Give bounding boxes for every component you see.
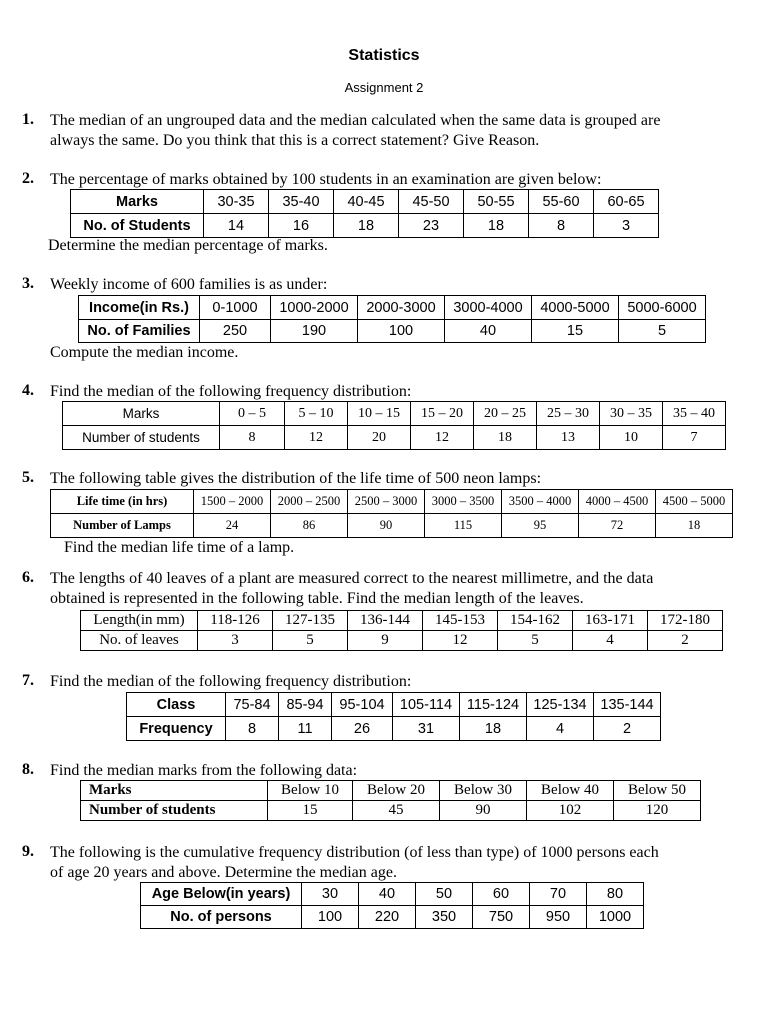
question-text: The median of an ungrouped data and the median calculated when the same data is grouped are [50, 112, 661, 129]
table-cell: 31 [393, 717, 460, 741]
table-cell: 3 [198, 631, 273, 651]
table-header: Frequency [127, 717, 226, 741]
table-cell: 8 [226, 717, 279, 741]
question-followup: Determine the median percentage of marks. [48, 237, 328, 254]
table-cell: 12 [411, 426, 474, 450]
table-cell: 1500 – 2000 [194, 490, 271, 514]
table-cell: Below 50 [614, 781, 701, 801]
question-number: 2. [22, 170, 34, 187]
table-cell: Below 10 [268, 781, 353, 801]
table-cell: 18 [334, 214, 399, 238]
table-cell: 72 [579, 514, 656, 538]
question-number: 5. [22, 469, 34, 486]
table-cell: 2000 – 2500 [271, 490, 348, 514]
table-cell: 11 [279, 717, 332, 741]
table-cell: 250 [200, 320, 271, 343]
table-cell: 86 [271, 514, 348, 538]
table-cell: 25 – 30 [537, 402, 600, 426]
table-header: Income(in Rs.) [79, 296, 200, 320]
table-cell: 115 [425, 514, 502, 538]
table-header: No. of Families [79, 320, 200, 343]
table-cell: 15 [532, 320, 619, 343]
table-cell: 4500 – 5000 [656, 490, 733, 514]
marks-table [70, 189, 659, 238]
table-cell: 7 [663, 426, 726, 450]
class-frequency-table [126, 692, 661, 741]
table-cell: 20 – 25 [474, 402, 537, 426]
table-cell: 127-135 [273, 611, 348, 631]
table-cell: 80 [587, 883, 644, 906]
table-cell: 350 [416, 906, 473, 929]
lamp-table [50, 489, 733, 538]
table-cell: Below 20 [353, 781, 440, 801]
table-cell: 4000-5000 [532, 296, 619, 320]
table-cell: 30 – 35 [600, 402, 663, 426]
table-header: Number of students [81, 801, 268, 821]
question-number: 7. [22, 672, 34, 689]
table-cell: 135-144 [594, 693, 661, 717]
table-cell: 18 [464, 214, 529, 238]
table-cell: 4 [527, 717, 594, 741]
table-cell: 35-40 [269, 190, 334, 214]
table-cell: 35 – 40 [663, 402, 726, 426]
table-cell: 12 [423, 631, 498, 651]
table-cell: 30 [302, 883, 359, 906]
table-cell: 1000-2000 [271, 296, 358, 320]
table-cell: 750 [473, 906, 530, 929]
table-cell: 18 [460, 717, 527, 741]
question-text: The lengths of 40 leaves of a plant are measured correct to the nearest millimetre, and the data [50, 570, 654, 587]
table-cell: 70 [530, 883, 587, 906]
income-table [78, 295, 706, 343]
table-cell: 60-65 [594, 190, 659, 214]
table-cell: 45 [353, 801, 440, 821]
table-cell: 90 [348, 514, 425, 538]
question-number: 9. [22, 843, 34, 860]
table-cell: 95-104 [332, 693, 393, 717]
table-cell: 3000-4000 [445, 296, 532, 320]
table-cell: 15 – 20 [411, 402, 474, 426]
table-cell: 115-124 [460, 693, 527, 717]
table-cell: 0-1000 [200, 296, 271, 320]
table-cell: 5 [498, 631, 573, 651]
table-cell: 100 [302, 906, 359, 929]
table-cell: 45-50 [399, 190, 464, 214]
table-header: No. of persons [141, 906, 302, 929]
table-cell: 4000 – 4500 [579, 490, 656, 514]
table-cell: 40-45 [334, 190, 399, 214]
table-cell: 120 [614, 801, 701, 821]
table-cell: 5 [273, 631, 348, 651]
leaves-table [80, 610, 723, 651]
table-cell: 9 [348, 631, 423, 651]
table-header: Age Below(in years) [141, 883, 302, 906]
table-cell: 40 [359, 883, 416, 906]
table-cell: 4 [573, 631, 648, 651]
table-cell: 10 [600, 426, 663, 450]
table-cell: 2000-3000 [358, 296, 445, 320]
question-number: 8. [22, 761, 34, 778]
table-cell: 18 [656, 514, 733, 538]
table-cell: 50 [416, 883, 473, 906]
question-followup: Find the median life time of a lamp. [64, 539, 295, 556]
table-cell: 125-134 [527, 693, 594, 717]
table-header: Marks [71, 190, 204, 214]
table-cell: 154-162 [498, 611, 573, 631]
age-table [140, 882, 644, 929]
table-cell: 30-35 [204, 190, 269, 214]
table-cell: 60 [473, 883, 530, 906]
cumulative-marks-table [80, 780, 701, 821]
question-text: Find the median of the following frequency distribution: [50, 383, 412, 400]
table-cell: 163-171 [573, 611, 648, 631]
table-cell: 145-153 [423, 611, 498, 631]
table-cell: 13 [537, 426, 600, 450]
frequency-table [62, 401, 726, 450]
table-cell: 100 [358, 320, 445, 343]
table-cell: 950 [530, 906, 587, 929]
table-cell: 5000-6000 [619, 296, 706, 320]
question-text: obtained is represented in the following table. Find the median length of the leaves. [50, 590, 584, 607]
question-number: 1. [22, 111, 34, 128]
table-header: No. of leaves [81, 631, 198, 651]
table-cell: 118-126 [198, 611, 273, 631]
table-cell: 3000 – 3500 [425, 490, 502, 514]
table-cell: 5 [619, 320, 706, 343]
table-cell: 85-94 [279, 693, 332, 717]
question-text: Find the median marks from the following data: [50, 762, 358, 779]
table-cell: 5 – 10 [285, 402, 348, 426]
table-cell: 50-55 [464, 190, 529, 214]
question-followup: Compute the median income. [50, 344, 239, 361]
question-text: Weekly income of 600 families is as under: [50, 276, 328, 293]
table-cell: 102 [527, 801, 614, 821]
table-header: No. of Students [71, 214, 204, 238]
table-cell: 3500 – 4000 [502, 490, 579, 514]
table-cell: 90 [440, 801, 527, 821]
table-cell: 2500 – 3000 [348, 490, 425, 514]
table-cell: 190 [271, 320, 358, 343]
table-cell: 2 [648, 631, 723, 651]
table-cell: 95 [502, 514, 579, 538]
table-cell: 16 [269, 214, 334, 238]
table-cell: 26 [332, 717, 393, 741]
table-cell: 18 [474, 426, 537, 450]
question-text: of age 20 years and above. Determine the median age. [50, 864, 397, 881]
question-number: 4. [22, 382, 34, 399]
question-text: always the same. Do you think that this is a correct statement? Give Reason. [50, 132, 540, 149]
table-cell: 40 [445, 320, 532, 343]
page-title: Statistics [348, 47, 420, 64]
table-header: Length(in mm) [81, 611, 198, 631]
question-text: The following table gives the distribution of the life time of 500 neon lamps: [50, 470, 542, 487]
table-cell: 2 [594, 717, 661, 741]
table-cell: 12 [285, 426, 348, 450]
table-cell: 105-114 [393, 693, 460, 717]
question-text: Find the median of the following frequency distribution: [50, 673, 412, 690]
table-cell: 172-180 [648, 611, 723, 631]
table-cell: 220 [359, 906, 416, 929]
table-cell: Below 30 [440, 781, 527, 801]
table-cell: 20 [348, 426, 411, 450]
table-header: Class [127, 693, 226, 717]
table-cell: 24 [194, 514, 271, 538]
table-header: Number of students [63, 426, 220, 450]
question-text: The percentage of marks obtained by 100 students in an examination are given below: [50, 171, 602, 188]
page-subtitle: Assignment 2 [344, 80, 424, 95]
table-header: Marks [63, 402, 220, 426]
table-header: Life time (in hrs) [51, 490, 194, 514]
question-number: 6. [22, 569, 34, 586]
table-cell: 1000 [587, 906, 644, 929]
table-cell: 136-144 [348, 611, 423, 631]
table-cell: 23 [399, 214, 464, 238]
question-number: 3. [22, 275, 34, 292]
question-text: The following is the cumulative frequency distribution (of less than type) of 1000 persons each [50, 844, 659, 861]
table-cell: 15 [268, 801, 353, 821]
table-cell: 10 – 15 [348, 402, 411, 426]
table-cell: 55-60 [529, 190, 594, 214]
table-cell: 14 [204, 214, 269, 238]
table-header: Marks [81, 781, 268, 801]
table-header: Number of Lamps [51, 514, 194, 538]
table-cell: 0 – 5 [220, 402, 285, 426]
table-cell: Below 40 [527, 781, 614, 801]
table-cell: 8 [220, 426, 285, 450]
table-cell: 75-84 [226, 693, 279, 717]
table-cell: 8 [529, 214, 594, 238]
table-cell: 3 [594, 214, 659, 238]
